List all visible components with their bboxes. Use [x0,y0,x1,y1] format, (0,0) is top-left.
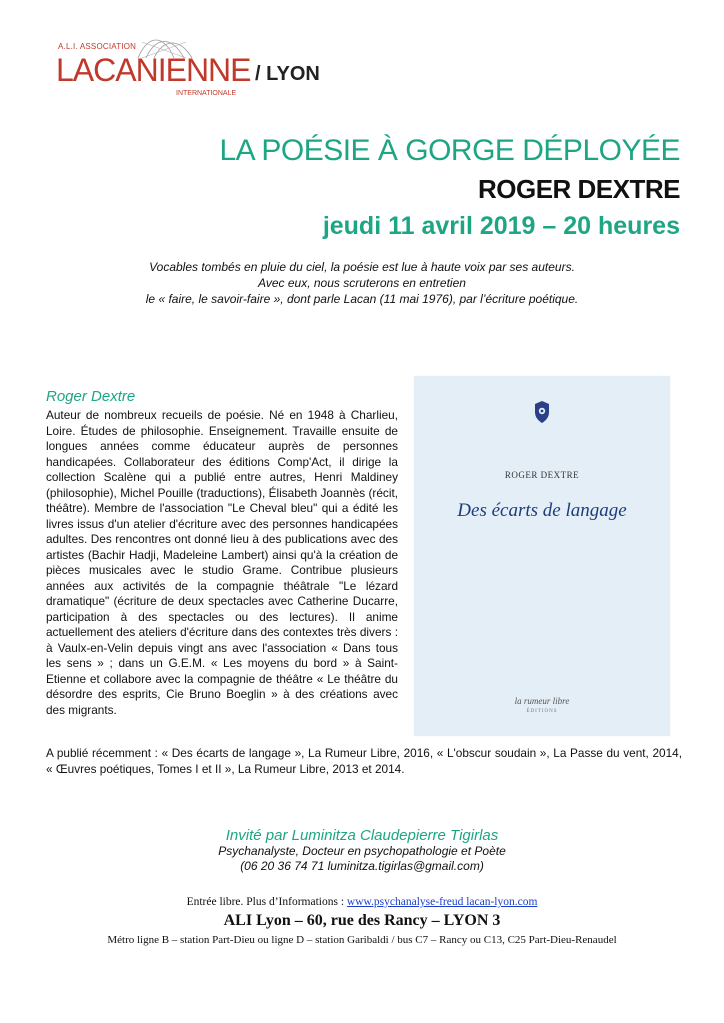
logo-suffix: INTERNATIONALE [176,90,237,97]
event-author: ROGER DEXTRE [477,174,680,204]
invitation-title: Invité par Luminitza Claudepierre Tigirlas [225,827,499,844]
intro-line: le « faire, le savoir-faire », dont parle Lacan (11 mai 1976), par l’écriture poétique. [145,292,579,306]
venue-address: ALI Lyon – 60, rue des Rancy – LYON 3 [223,912,501,929]
footer [0,896,724,946]
bio-paragraph: Auteur de nombreux recueils de poésie. Né en 1948 à Charlieu, Loire. Études de philosophie. Enseignement. Travaille ensuite de longues années comme éducateur auprès de personnes handicapées. Collaborateur des éditions Comp'Act, il dirige la collection Scalène qui a publié entre autres, Henri Maldiney (philosophie), Michel Pouille (traductions), Élisabeth Joannès (récit, théâtre). Membre de l'association "Le Cheval bleu" qui a édité les livres issus d'un atelier d'écriture avec des personnes handicapées adultes. Des rencontres ont donné lieu à des publications avec des artistes (Bachir Hadji, Madeleine Lambert) ainsi qu'à la création de pièces musicales avec le studio Grame. Contribue plusieurs années aux activités de la compagnie théâtrale "Le lézard dramatique" (écriture de deux spectacles avec Catherine Ducarre, participation à des spectacles ou des lectures). Il anime actuellement des ateliers d'écriture dans des contextes très divers : à Vaulx-en-Velin depuis vingt ans avec l'association « Dans tous les sens » ; dans un G.E.M. « Les moyens du bord » à Saint-Etienne et collabore avec la compagnie de théâtre « Le théâtre du désordre des esprits, Cie Bruno Boeglin » à des créations avec des migrants. [46,408,398,717]
association-logo [56,40,346,110]
cover-publisher: la rumeur libre [514,696,570,706]
invitation-block [0,827,724,874]
event-date: jeudi 11 avril 2019 – 20 heures [322,212,680,240]
logo-prefix: A.L.I. ASSOCIATION [58,42,137,51]
publisher-crest-icon [533,400,551,424]
info-line [0,896,724,908]
bio-publications: A publié récemment : « Des écarts de langage », La Rumeur Libre, 2016, « L'obscur soudain », La Passe du vent, 2014, « Œuvres poétiques, Tomes I et II », La Rumeur Libre, 2013 et 2014. [46,746,682,776]
intro-text [0,259,724,307]
cover-author: ROGER DEXTRE [504,470,580,480]
book-cover-image [414,376,670,736]
logo-city: / LYON [255,63,320,85]
invitation-contact: (06 20 36 74 71 luminitza.tigirlas@gmail.com) [240,859,484,873]
cover-publisher-sub: ÉDITIONS [526,709,558,714]
intro-line: Avec eux, nous scruterons en entretien [258,276,466,290]
event-title: LA POÉSIE À GORGE DÉPLOYÉE [219,134,680,167]
website-link[interactable]: www.psychanalyse-freud lacan-lyon.com [346,896,538,908]
info-prefix: Entrée libre. Plus d’Informations : [186,896,347,908]
logo-name: LACANIENNE [56,52,251,88]
invitation-role: Psychanalyste, Docteur en psychopathologie et Poète [218,844,506,858]
transport-info: Métro ligne B – station Part-Dieu ou ligne D – station Garibaldi / bus C7 – Rancy ou C13, C25 Part-Dieu-Renaudel [107,934,617,946]
cover-title: Des écarts de langage [457,500,627,521]
bio-heading: Roger Dextre [46,388,136,405]
intro-line: Vocables tombés en pluie du ciel, la poésie est lue à haute voix par ses auteurs. [149,260,575,274]
